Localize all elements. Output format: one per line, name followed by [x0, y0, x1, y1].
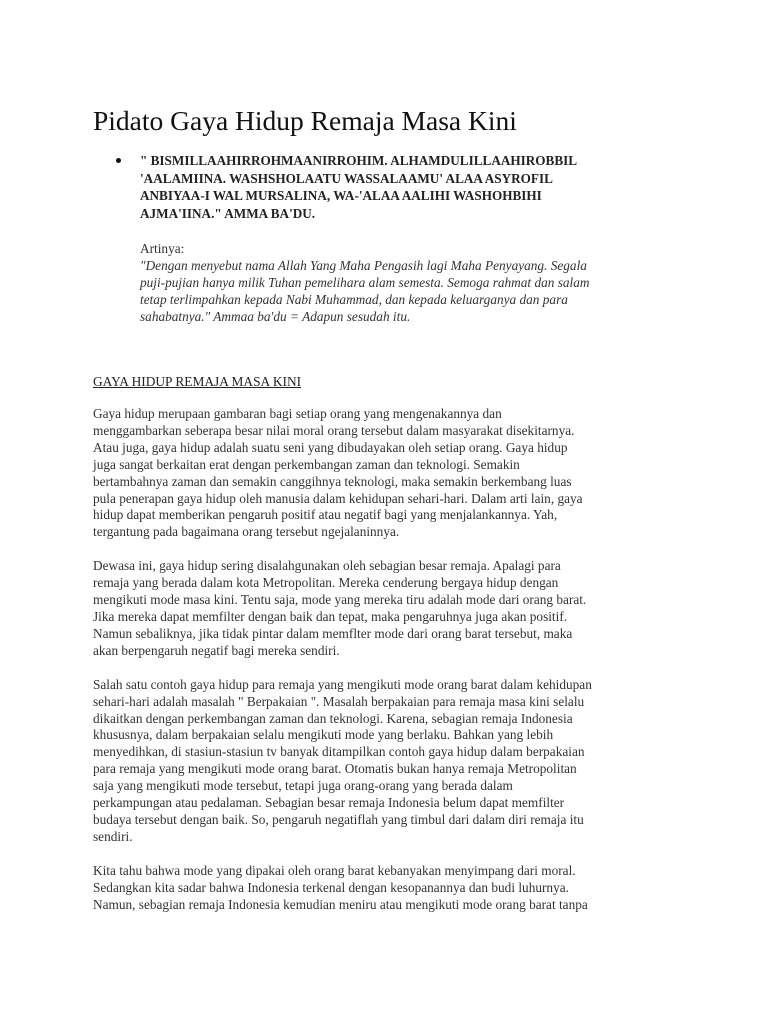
greeting-line: ANBIYAA-I WAL MURSALINA, WA-'ALAA AALIHI WASHOHBIHI	[140, 188, 542, 203]
paragraph-line: para remaja yang mengikuti mode orang barat. Otomatis bukan hanya remaja Metropolitan	[93, 761, 577, 777]
document-title: Pidato Gaya Hidup Remaja Masa Kini	[93, 105, 517, 136]
paragraph-line: hidup dapat memberikan pengaruh positif atau negatif bagi yang menjalankannya. Yah,	[93, 507, 558, 523]
meaning-line: tetap terlimpahkan kepada Nabi Muhammad, dan kepada keluarganya dan para	[140, 292, 568, 307]
paragraph-line: Namun sebaliknya, jika tidak pintar dalam memflter mode dari orang barat tersebut, maka	[93, 625, 573, 641]
meaning-line: "Dengan menyebut nama Allah Yang Maha Pengasih lagi Maha Penyayang. Segala	[140, 258, 587, 273]
paragraph-line: remaja yang berada dalam kota Metropolitan. Mereka cenderung bergaya hidup dengan	[93, 575, 559, 591]
main-section	[93, 373, 693, 913]
opening-greeting	[140, 152, 653, 222]
opening-list-item	[93, 152, 653, 325]
paragraph-line: Gaya hidup merupaan gambaran bagi setiap orang yang mengenakannya dan	[93, 406, 502, 421]
paragraph-line: menggambarkan seberapa besar nilai moral orang tersebut dalam masyarakat disekitarnya.	[93, 422, 575, 438]
meaning-label: Artinya:	[140, 241, 185, 256]
paragraph-line: saja yang mengikuti mode tersebut, tetapi juga orang-orang yang berada dalam	[93, 778, 513, 794]
paragraph-line: akan berpengaruh negatif bagi mereka sendiri.	[93, 642, 340, 658]
paragraph-line: khususnya, dalam berpakaian selalu mengikuti mode yang berlaku. Bahkan yang lebih	[93, 727, 554, 743]
paragraph-line: perkampungan atau pedalaman. Sebagian besar remaja Indonesia belum dapat memfilter	[93, 795, 565, 811]
paragraph-line: Namun, sebagian remaja Indonesia kemudian meniru atau mengikuti mode orang barat tanpa	[93, 896, 588, 912]
greeting-line: AJMA'IINA." AMMA BA'DU.	[140, 205, 316, 221]
paragraph-line: sendiri.	[93, 828, 133, 844]
paragraph-line: Sedangkan kita sadar bahwa Indonesia terkenal dengan kesopanannya dan budi luhurnya.	[93, 879, 569, 895]
paragraph-line: pula penerapan gaya hidup oleh manusia dalam kehidupan sehari-hari. Dalam arti lain, gaya	[93, 490, 583, 506]
paragraph-line: menyedihkan, di stasiun-stasiun tv banyak ditampilkan contoh gaya hidup dalam berpakaian	[93, 744, 585, 760]
meaning-line: sahabatnya." Ammaa ba'du = Adapun sesudah itu.	[140, 309, 411, 324]
paragraph-line: sehari-hari adalah masalah " Berpakaian ". Masalah berpakaian para remaja masa kini selalu	[93, 693, 585, 709]
paragraph-line: juga sangat berkaitan erat dengan perkembangan zaman dan teknologi. Semakin	[93, 456, 520, 472]
opening-list	[93, 152, 653, 325]
paragraph-line: Kita tahu bahwa mode yang dipakai oleh orang barat kebanyakan menyimpang dari moral.	[93, 862, 576, 878]
paragraph-3	[93, 677, 693, 846]
paragraph-line: Salah satu contoh gaya hidup para remaja yang mengikuti mode orang barat dalam kehidupan	[93, 676, 592, 692]
meaning-line: puji-pujian hanya milik Tuhan pemelihara alam semesta. Semoga rahmat dan salam	[140, 275, 590, 290]
paragraph-line: Dewasa ini, gaya hidup sering disalahgunakan oleh sebagian besar remaja. Apalagi para	[93, 558, 561, 574]
bullet-icon	[116, 158, 121, 163]
paragraph-line: tergantung pada bagaimana orang tersebut ngejalaninnya.	[93, 524, 400, 540]
paragraph-line: Atau juga, gaya hidup adalah suatu seni yang dibudayakan oleh setiap orang. Gaya hidup	[93, 439, 568, 455]
paragraph-line: Jika mereka dapat memfilter dengan baik dan tepat, maka pengaruhnya juga akan positif.	[93, 608, 568, 624]
paragraph-4	[93, 863, 693, 914]
paragraph-line: mengikuti mode masa kini. Tentu saja, mode yang mereka tiru adalah mode dari orang barat.	[93, 592, 587, 608]
section-heading: GAYA HIDUP REMAJA MASA KINI	[93, 374, 302, 389]
greeting-line: 'AALAMIINA. WASHSHOLAATU WASSALAAMU' ALAA ASYROFIL	[140, 170, 553, 186]
greeting-line: " BISMILLAAHIRROHMAANIRROHIM. ALHAMDULILLAAHIROBBIL	[140, 153, 578, 168]
meaning-text	[140, 257, 653, 325]
paragraph-line: dikaitkan dengan perkembangan zaman dan teknologi. Karena, sebagian remaja Indonesia	[93, 710, 573, 726]
paragraph-1	[93, 406, 693, 541]
paragraph-line: budaya tersebut dengan baik. So, pengaruh negatiflah yang timbul dari dalam diri remaja itu	[93, 811, 584, 827]
paragraph-line: bertambahnya zaman dan semakin canggihnya teknologi, maka semakin berkembang luas	[93, 473, 572, 489]
paragraph-2	[93, 558, 693, 659]
